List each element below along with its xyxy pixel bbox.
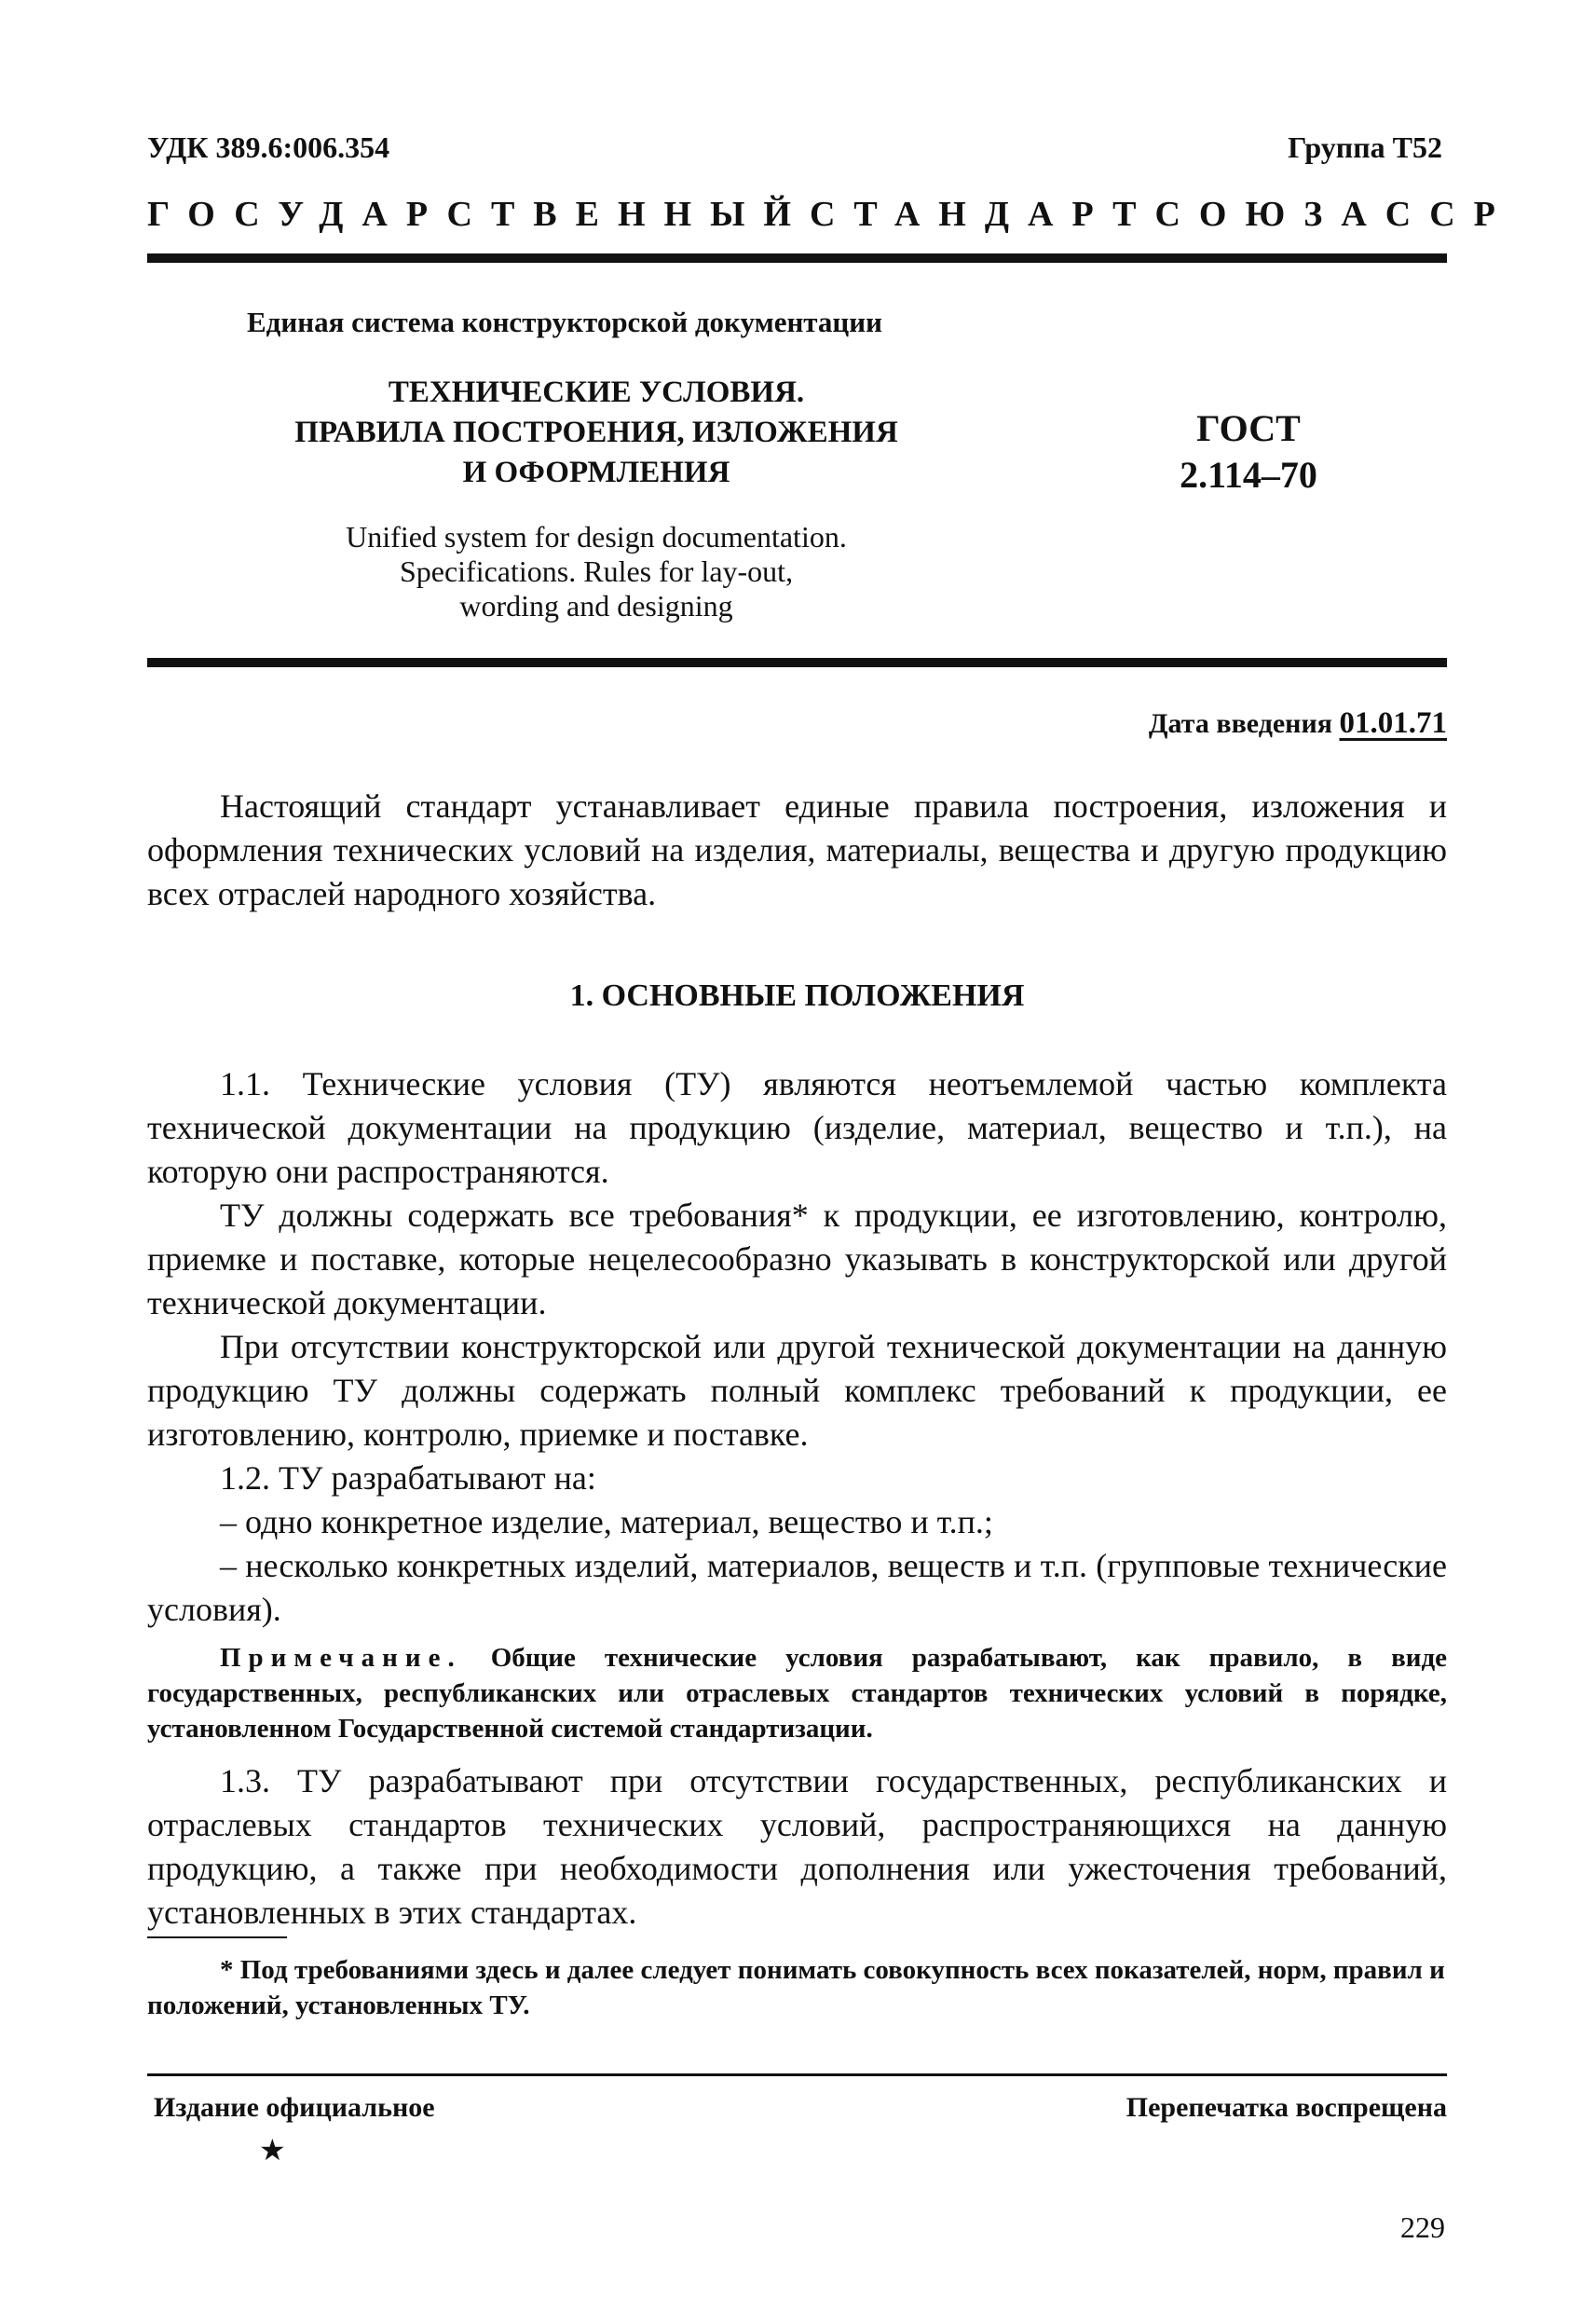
title-line-1: ТЕХНИЧЕСКИЕ УСЛОВИЯ. [388, 376, 805, 409]
footer-rule [147, 2073, 1447, 2076]
intro-date-label: Дата введения [1148, 708, 1332, 739]
paragraph-1-2: 1.2. ТУ разрабатывают на: [220, 1459, 596, 1497]
note-body: Общие технические условия разрабатывают, как правило, в виде государственных, республиканских или отраслевых стандартов технических условий в порядке, установленном Государственной системой стандартизации. [147, 1643, 1448, 1744]
paragraph-1-1: 1.1. Технические условия (ТУ) являются неотъемлемой частью комплекта технической документации на продукцию (изделие, материал, вещество и т.п.), на которую они распространяются. [147, 1065, 1447, 1190]
english-line-2: Specifications. Rules for lay-out, [399, 554, 794, 588]
gost-label: ГОСТ [1196, 407, 1301, 449]
reprint-notice: Перепечатка воспрещена [1125, 2092, 1447, 2123]
paragraph-1-3: 1.3. ТУ разрабатывают при отсутствии государственных, республиканских и отраслевых стандартов технических условий, распространяющихся на данную продукцию, а также при необходимости дополнения или ужесточения требований, установленных в этих стандартах. [147, 1762, 1447, 1931]
note [147, 1640, 1447, 1746]
group-code: Группа Т52 [1288, 130, 1442, 164]
document-title [261, 373, 932, 493]
preamble: Настоящий стандарт устанавливает единые правила построения, изложения и оформления технических условий на изделия, материалы, вещества и другую продукцию всех отраслей народного хозяйства. [147, 787, 1447, 912]
state-standard-word-1: ГОСУДАРСТВЕННЫЙ [147, 195, 810, 234]
title-rule [147, 658, 1447, 667]
paragraph-1-1-requirements: ТУ должны содержать все требования* к продукции, ее изготовлению, контролю, приемке и поставке, которые нецелесообразно указывать в конструкторской или другой технической документации. [147, 1197, 1447, 1321]
state-standard-word-4: ССР [1385, 195, 1514, 234]
footnote-rule [147, 1936, 287, 1938]
page-number: 229 [1400, 2210, 1445, 2244]
introduction-date [1149, 706, 1447, 741]
section-1-title: 1. ОСНОВНЫЕ ПОЛОЖЕНИЯ [569, 978, 1025, 1013]
english-title [270, 520, 922, 623]
paragraph-1-2-item-a: – одно конкретное изделие, материал, вещество и т.п.; [220, 1503, 993, 1540]
footnote: * Под требованиями здесь и далее следует понимать совокупность всех показателей, норм, правил и положений, установленных ТУ. [147, 1955, 1445, 2020]
header-rule [147, 253, 1447, 263]
english-line-3: wording and designing [459, 589, 733, 622]
gost-designation [1137, 405, 1360, 499]
state-standard-word-2: СТАНДАРТ [809, 195, 1155, 234]
english-line-1: Unified system for design documentation. [346, 520, 847, 554]
state-standard-word-3: СОЮЗА [1154, 195, 1385, 234]
udk-code: УДК 389.6:006.354 [147, 130, 390, 164]
system-name: Единая система конструкторской документации [247, 306, 882, 338]
star-icon: ★ [259, 2133, 286, 2167]
title-line-2: ПРАВИЛА ПОСТРОЕНИЯ, ИЗЛОЖЕНИЯ [294, 416, 898, 449]
state-standard-title [147, 194, 1514, 235]
intro-date-value: 01.01.71 [1339, 706, 1447, 740]
edition-label: Издание официальное [154, 2092, 435, 2123]
paragraph-1-1-absence: При отсутствии конструкторской или другой технической документации на данную продукцию ТУ должны содержать полный комплекс требований к продукции, ее изготовлению, контролю, приемке и поставке. [147, 1328, 1447, 1453]
gost-number: 2.114–70 [1180, 454, 1317, 496]
note-label: Примечание. [220, 1643, 462, 1673]
title-line-3: И ОФОРМЛЕНИЯ [462, 456, 730, 489]
paragraph-1-2-item-b: – несколько конкретных изделий, материалов, веществ и т.п. (групповые технические условия). [147, 1547, 1447, 1628]
